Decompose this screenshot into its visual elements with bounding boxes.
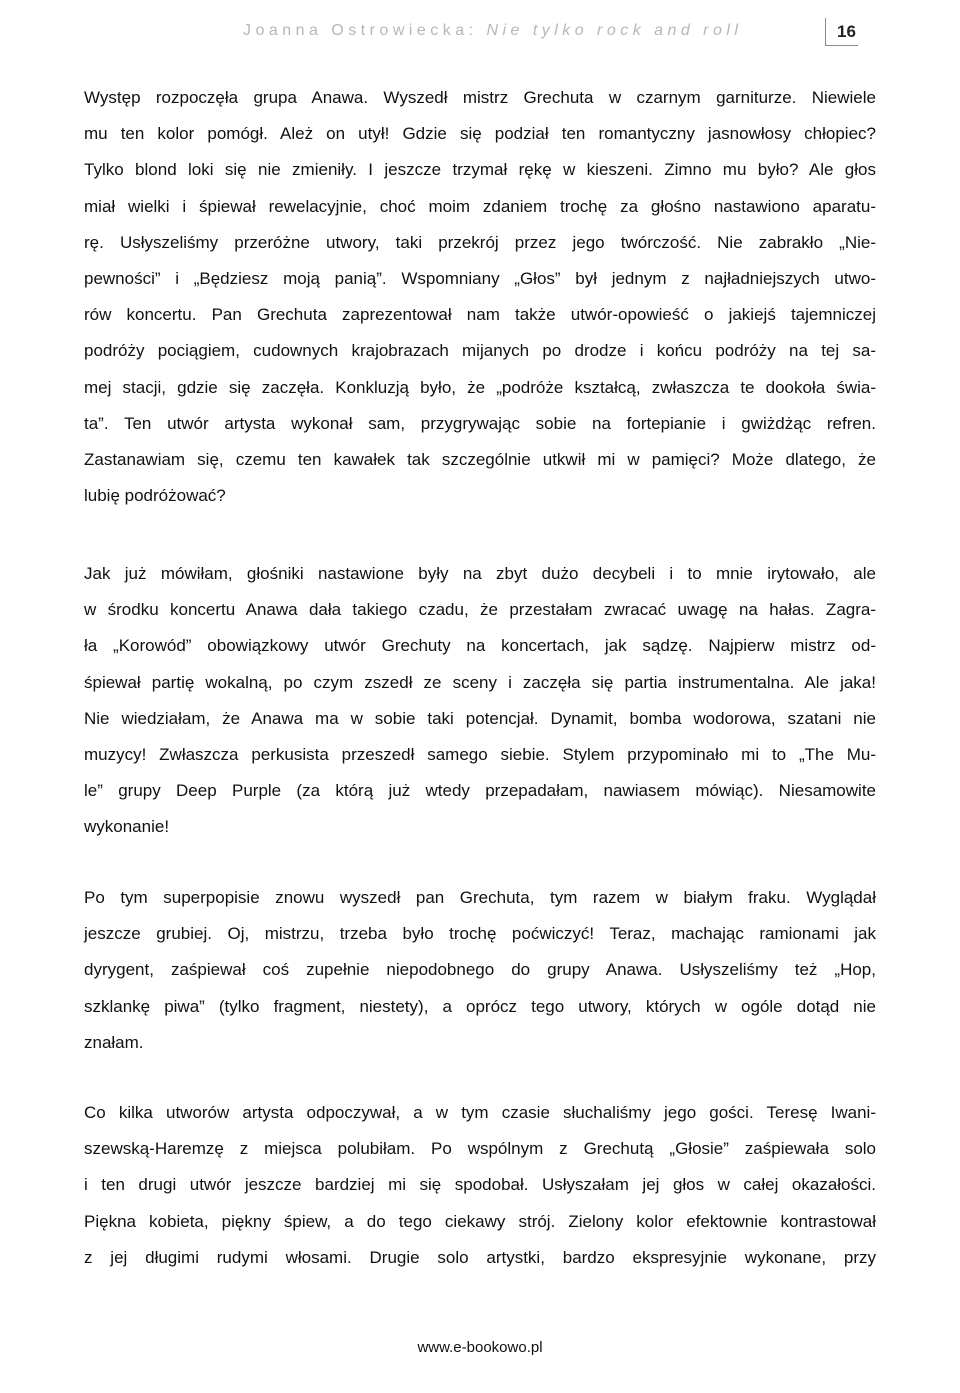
text-line: mej stacji, gdzie się zaczęła. Konkluzją było, że „podróże kształcą, zwłaszcza te dookoła świa- [84,377,876,397]
text-line: śpiewał partię wokalną, po czym zszedł ze sceny i zaczęła się partia instrumentalna. Ale jaka! [84,672,876,692]
header-book-title: Nie tylko rock and roll [486,22,743,39]
text-line: z jej długimi rudymi włosami. Drugie solo artystki, bardzo ekspresyjnie wykonane, przy [84,1247,876,1267]
text-line: dyrygent, zaśpiewał coś zupełnie niepodobnego do grupy Anawa. Usłyszeliśmy też „Hop, [84,960,876,980]
text-line: pewności” i „Będziesz moją panią”. Wspomniany „Głos” był jednym z najładniejszych utwo- [84,268,876,288]
text-line: Piękna kobieta, piękny śpiew, a do tego ciekawy strój. Zielony kolor efektownie kontrastował [84,1211,876,1231]
text-line: Jak już mówiłam, głośniki nastawione były na zbyt dużo decybeli i to mnie irytowało, ale [84,564,876,583]
text-line: Występ rozpoczęła grupa Anawa. Wyszedł mistrz Grechuta w czarnym garniturze. Niewiele [84,88,876,107]
text-line: Po tym superpopisie znowu wyszedł pan Grechuta, tym razem w białym fraku. Wyglądał [84,888,876,907]
paragraph-1 [84,80,876,514]
paragraph-4 [84,1095,876,1276]
text-line: Zastanawiam się, czemu ten kawałek tak szczególnie utkwił mi w pamięci? Może dlatego, że [84,449,876,469]
header-author: Joanna Ostrowiecka: [243,22,487,39]
header-rule [825,45,858,46]
text-line: podróży pociągiem, cudownych krajobrazach mijanych po drodze i końcu podróży na tej sa- [84,341,876,361]
text-line: mu ten kolor pomógł. Ależ on utył! Gdzie się podział ten romantyczny jasnowłosy chłopiec? [84,124,876,144]
text-line: Tylko blond loki się nie zmieniły. I jeszcze trzymał rękę w kieszeni. Zimno mu było? Ale głos [84,160,876,180]
text-line: ta”. Ten utwór artysta wykonał sam, przygrywając sobie na fortepianie i gwiżdżąc refren. [84,413,876,433]
paragraph-3 [84,880,876,1061]
text-line: wykonanie! [84,817,170,837]
text-line: muzycy! Zwłaszcza perkusista przeszedł samego siebie. Stylem przypominało mi to „The Mu- [84,744,876,764]
text-line: znałam. [84,1032,144,1052]
text-line: lubię podróżować? [84,486,226,506]
text-line: w środku koncertu Anawa dała takiego czadu, że przestałam zwracać uwagę na hałas. Zagra- [84,600,876,620]
running-header [243,22,742,40]
text-line: Nie wiedziałam, że Anawa ma w sobie taki potencjał. Dynamit, bomba wodorowa, szatani nie [84,708,876,728]
page-header [243,18,858,48]
header-divider [825,18,826,46]
footer-website-link[interactable]: www.e-bookowo.pl [417,1339,543,1356]
text-line: miał wielki i śpiewał rewelacyjnie, choć moim zdaniem trochę za głośno nastawiono aparatu- [84,196,876,216]
paragraph-2 [84,556,876,846]
text-line: rę. Usłyszeliśmy przeróżne utwory, taki przekrój przez jego twórczość. Nie zabrakło „Nie- [84,232,876,252]
text-line: Co kilka utworów artysta odpoczywał, a w tym czasie słuchaliśmy jego gości. Teresę Iwani- [84,1103,876,1122]
text-line: szklankę piwa” (tylko fragment, niestety), a oprócz tego utwory, których w ogóle dotąd nie [84,996,876,1016]
page-number: 16 [837,22,856,41]
text-line: le” grupy Deep Purple (za którą już wtedy przepadałam, nawiasem mówiąc). Niesamowite [84,781,876,801]
text-line: szewską-Haremzę z miejsca polubiłam. Po wspólnym z Grechutą „Głosie” zaśpiewała solo [84,1139,876,1159]
text-line: rów koncertu. Pan Grechuta zaprezentował nam także utwór-opowieść o jakiejś tajemniczej [84,305,876,325]
text-line: jeszcze grubiej. Oj, mistrzu, trzeba było trochę poćwiczyć! Teraz, machając ramionami jak [84,924,876,944]
text-line: ła „Korowód” obowiązkowy utwór Grechuty na koncertach, jak sądzę. Najpierw mistrz od- [84,636,876,656]
text-line: i ten drugi utwór jeszcze bardziej mi się spodobał. Usłyszałam jej głos w całej okazałości. [84,1175,876,1195]
